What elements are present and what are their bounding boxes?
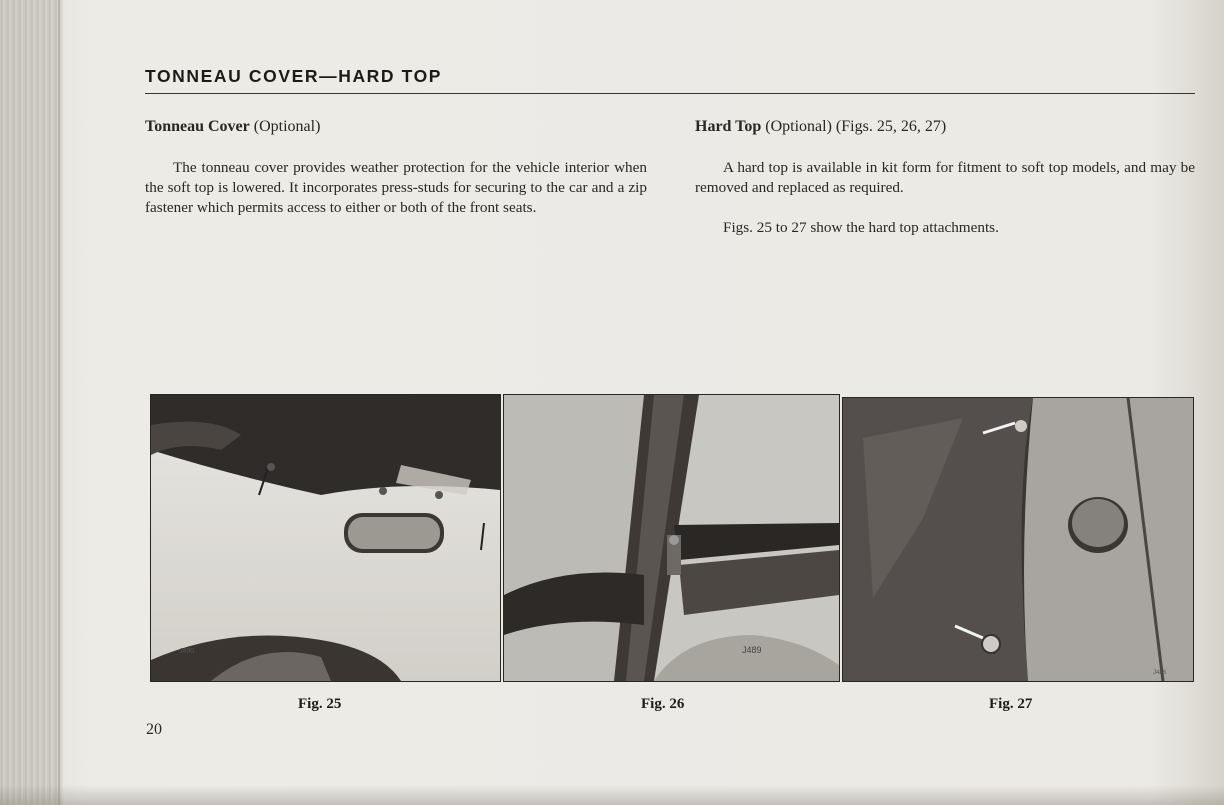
hard-top-paragraph-2: Figs. 25 to 27 show the hard top attachments. [723,219,999,236]
title-rule [145,93,1195,94]
figure-25-ref: J490 [179,648,195,655]
figure-26-ref: J489 [742,645,762,655]
tonneau-cover-heading-rest: (Optional) [249,118,321,135]
figure-25-photo [150,394,501,682]
hard-top-heading-rest: (Optional) (Figs. 25, 26, 27) [761,118,947,135]
tonneau-cover-paragraph: The tonneau cover provides weather protection for the vehicle interior when the soft top is lowered. It incorporates press-studs for securing to the car and a zip fastener which permits access to either or both of the front seats. [145,159,647,216]
figure-27-caption: Fig. 27 [989,696,1033,712]
figure-27-ref: J488 [1153,670,1167,676]
figure-26-photo [503,394,840,682]
section-title: TONNEAU COVER—HARD TOP [145,66,443,86]
page-bottom-shadow [0,785,1224,805]
tonneau-cover-heading [145,118,320,136]
figure-27-photo [842,397,1194,682]
hard-top-paragraph-1: A hard top is available in kit form for fitment to soft top models, and may be removed and replaced as required. [695,159,1195,196]
tonneau-cover-heading-bold: Tonneau Cover [145,118,250,135]
book-binding [0,0,60,805]
figure-26-caption: Fig. 26 [641,696,685,712]
hard-top-heading-bold: Hard Top [695,118,762,135]
figure-25-caption: Fig. 25 [298,696,342,712]
binding-shadow [58,0,64,805]
page-number: 20 [146,721,162,738]
hard-top-heading [695,118,946,136]
